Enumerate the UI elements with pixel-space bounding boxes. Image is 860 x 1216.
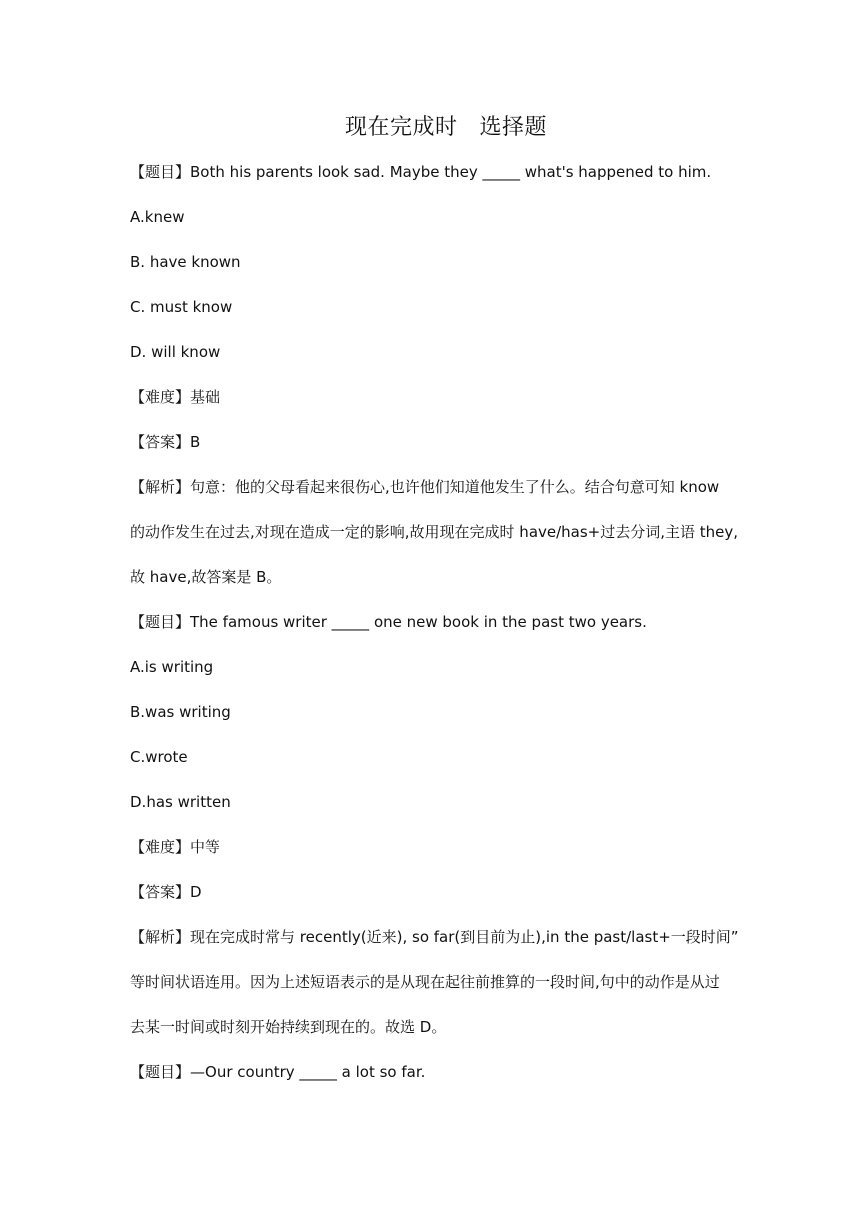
difficulty-value: 中等: [190, 838, 221, 856]
question-2-option-d: D.has written: [130, 793, 231, 811]
question-1-option-d: D. will know: [130, 343, 221, 361]
analysis-text: 句意：他的父母看起来很伤心,也许他们知道他发生了什么。结合句意可知 know: [190, 478, 720, 496]
question-1-analysis-line-1: [130, 472, 735, 517]
question-tag: 【题目】: [130, 163, 191, 181]
difficulty-tag: 【难度】: [130, 388, 191, 406]
question-2-option-b: B.was writing: [130, 703, 231, 721]
question-text: —Our country _____ a lot so far.: [190, 1063, 426, 1081]
question-1-option-b: B. have known: [130, 253, 241, 271]
answer-tag: 【答案】: [130, 883, 191, 901]
question-text: Both his parents look sad. Maybe they _____ what's happened to him.: [190, 163, 712, 181]
answer-value: D: [190, 883, 202, 901]
analysis-tag: 【解析】: [130, 478, 191, 496]
question-3-stem: [130, 1057, 735, 1102]
question-tag: 【题目】: [130, 1063, 191, 1081]
question-2-stem: [130, 607, 735, 652]
question-2-analysis-line-1: [130, 922, 739, 967]
analysis-text: 现在完成时常与 recently(近来), so far(到目前为止),in the past/last+一段时间”: [190, 928, 739, 946]
question-1-stem: [130, 157, 735, 202]
question-2-analysis-line-3: 去某一时间或时刻开始持续到现在的。故选 D。: [130, 1018, 447, 1036]
question-1-difficulty: [130, 382, 735, 427]
question-1-option-a: A.knew: [130, 208, 185, 226]
title-part-2: 选择题: [479, 115, 548, 140]
answer-value: B: [190, 433, 201, 451]
answer-tag: 【答案】: [130, 433, 191, 451]
question-text: The famous writer _____ one new book in the past two years.: [190, 613, 647, 631]
difficulty-value: 基础: [190, 388, 221, 406]
difficulty-tag: 【难度】: [130, 838, 191, 856]
question-1-analysis-line-2: 的动作发生在过去,对现在造成一定的影响,故用现在完成时 have/has+过去分词,主语 they,: [130, 523, 739, 541]
analysis-tag: 【解析】: [130, 928, 191, 946]
question-2-option-a: A.is writing: [130, 658, 214, 676]
question-tag: 【题目】: [130, 613, 191, 631]
question-1-answer: [130, 427, 735, 472]
question-1-analysis-line-3: 故 have,故答案是 B。: [130, 568, 282, 586]
document-title: [0, 112, 860, 144]
document-body: [130, 157, 739, 1102]
question-2-analysis-line-2: 等时间状语连用。因为上述短语表示的是从现在起往前推算的一段时间,句中的动作是从过: [130, 973, 720, 991]
question-2-difficulty: [130, 832, 735, 877]
question-1-option-c: C. must know: [130, 298, 233, 316]
title-part-1: 现在完成时: [344, 115, 458, 140]
question-2-option-c: C.wrote: [130, 748, 188, 766]
question-2-answer: [130, 877, 735, 922]
